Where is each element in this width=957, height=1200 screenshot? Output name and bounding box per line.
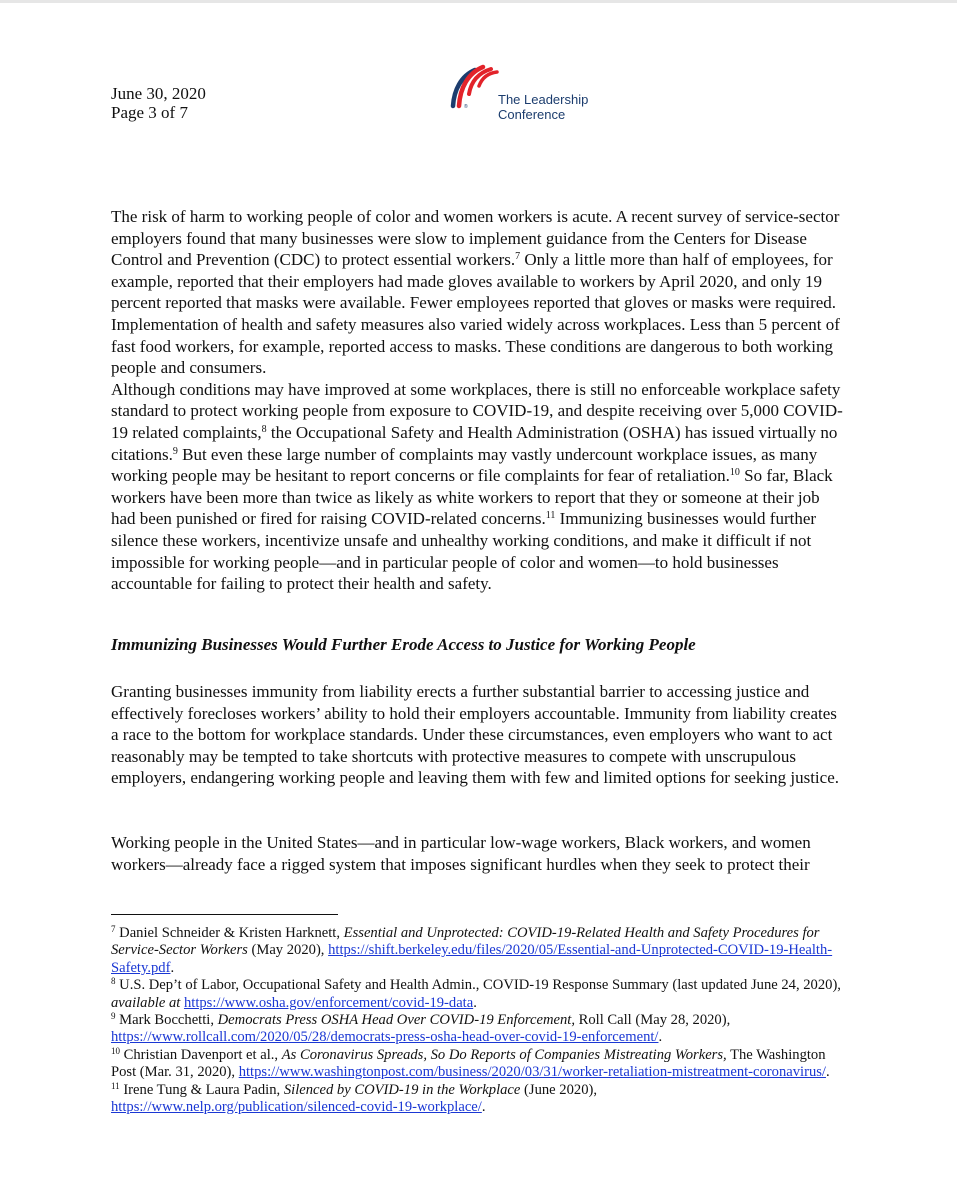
logo-line-1: The Leadership [498,92,589,107]
footnote-title: Essential and Unprotected: COVID-19-Related Health and Safety Procedures for Service-Sector Workers [111,925,820,959]
footnote-link[interactable]: https://www.washingtonpost.com/business/2020/03/31/worker-retaliation-mistreatment-coronavirus/ [238,1064,826,1081]
footnote-link[interactable]: https://www.nelp.org/publication/silenced-covid-19-workplace/ [111,1099,482,1116]
text-run: But even these large number of complaints may vastly undercount workplace issues, as many working people may be hesitant to report concerns or file complaints for fear of retaliation. [111,444,818,486]
footnote-8 [111,977,846,1012]
footnote-9 [111,1012,846,1047]
text-run: The risk of harm to working people of color and women workers is acute. A recent survey of service-sector employers found that many businesses were slow to implement guidance from the Centers for Disease Control and Prevention (CDC) to protect essential workers. [111,207,840,270]
svg-text:®: ® [464,104,468,110]
paragraph-rigged-system: Working people in the United States—and in particular low-wage workers, Black workers, and women workers—already face a rigged system that imposes significant hurdles when they seek to protect their [111,833,811,874]
text-run: Although conditions may have improved at some workplaces, there is still no enforceable workplace safety standard to protect working people from exposure to COVID-19, and despite receiving over 5,000 COVID-19 related complaints, [111,379,843,442]
leadership-conference-arcs-logo-icon [445,64,501,110]
section-heading: Immunizing Businesses Would Further Erode Access to Justice for Working People [111,635,696,654]
footnote-text: U.S. Dep’t of Labor, Occupational Safety and Health Admin., COVID-19 Response Summary (last updated June 24, 2020), [115,977,841,994]
logo-line-2: Conference [498,107,566,122]
footnote-ref-8[interactable]: 8 [261,423,267,435]
footnote-divider [111,914,338,915]
footnote-ref-7[interactable]: 7 [515,251,521,263]
footnote-number: 11 [111,1080,120,1091]
text-run: Immunizing businesses would further silence these workers, incentivize unsafe and unhealthy working conditions, and make it difficult if not impossible for working people—and in particular people of color and women—to hold businesses accountable for failing to protect their health and safety. [111,509,817,594]
footnote-text: Roll Call (May 28, 2020), [574,1012,731,1029]
footnote-number: 8 [111,976,116,987]
letter-header [111,84,206,122]
footnote-text: Daniel Schneider & Kristen Harknett, [115,925,344,941]
page-top-edge [0,0,957,3]
footnote-link[interactable]: https://shift.berkeley.edu/files/2020/05/Essential-and-Unprotected-COVID-19-Health-Safety.pdf [111,942,833,976]
footnote-title: available at [111,994,181,1011]
footnote-number: 9 [111,1011,116,1022]
footnote-10 [111,1047,846,1082]
letter-date: June 30, 2020 [111,84,206,103]
footnote-ref-9[interactable]: 9 [172,445,178,457]
leadership-conference-logo [445,64,615,126]
footnote-text: Christian Davenport et al., [120,1046,282,1063]
footnote-title: Democrats Press OSHA Head Over COVID-19 Enforcement, [217,1012,575,1029]
footnote-text: . [170,959,175,976]
footnote-link[interactable]: https://www.rollcall.com/2020/05/28/democrats-press-osha-head-over-covid-19-enforcement/ [111,1029,659,1046]
footnote-text: . [473,994,477,1011]
page-number: Page 3 of 7 [111,103,188,122]
paragraph-immunity: Granting businesses immunity from liability erects a further substantial barrier to accessing justice and effectively forecloses workers’ ability to hold their employers accountable. Immunity from liability creates a race to the bottom for workplace standards. Under these circumstances, even employers who want to act reasonably may be tempted to take shortcuts with protective measures to compete with unscrupulous employers, endangering working people and leaving them with few and limited options for seeking justice. [111,682,839,788]
footnote-link[interactable]: https://www.osha.gov/enforcement/covid-19-data [183,994,474,1011]
footnote-11 [111,1082,846,1117]
footnote-text: . [481,1099,486,1116]
footnote-number: 10 [111,1045,120,1056]
footnote-text: (May 2020), [247,942,329,959]
footnotes-section [111,925,846,1116]
logo-wordmark [498,92,588,122]
text-run: Only a little more than half of employees, for example, reported that their employers had made gloves available to workers by April 2020, and only 19 percent reported that masks were available. Fewer employees reported that gloves or masks were required. Implementation of health and safety measures also varied widely across workplaces. Less than 5 percent of fast food workers, for example, reported access to masks. These conditions are dangerous to both working people and consumers. [111,250,840,378]
paragraph-risk-of-harm [111,206,846,595]
footnote-text: Irene Tung & Laura Padin, [119,1081,284,1098]
footnote-text: . [658,1029,663,1046]
footnote-text: Mark Bocchetti, [115,1012,218,1029]
footnote-7 [111,925,846,977]
footnote-ref-10[interactable]: 10 [729,467,740,479]
footnote-ref-11[interactable]: 11 [545,510,556,522]
footnote-text: (June 2020), [520,1081,597,1098]
footnote-title: As Coronavirus Spreads, So Do Reports of Companies Mistreating Workers, [281,1046,727,1063]
footnote-text: The Washington Post (Mar. 31, 2020), [111,1046,826,1081]
text-run: So far, Black workers have been more than twice as likely as white workers to report that they or someone at their job had been punished or fired for raising COVID-related concerns. [111,466,833,529]
footnote-text: . [825,1064,830,1081]
text-run: the Occupational Safety and Health Administration (OSHA) has issued virtually no citations. [111,422,838,464]
footnote-number: 7 [111,924,116,934]
footnote-title: Silenced by COVID-19 in the Workplace [283,1081,521,1098]
